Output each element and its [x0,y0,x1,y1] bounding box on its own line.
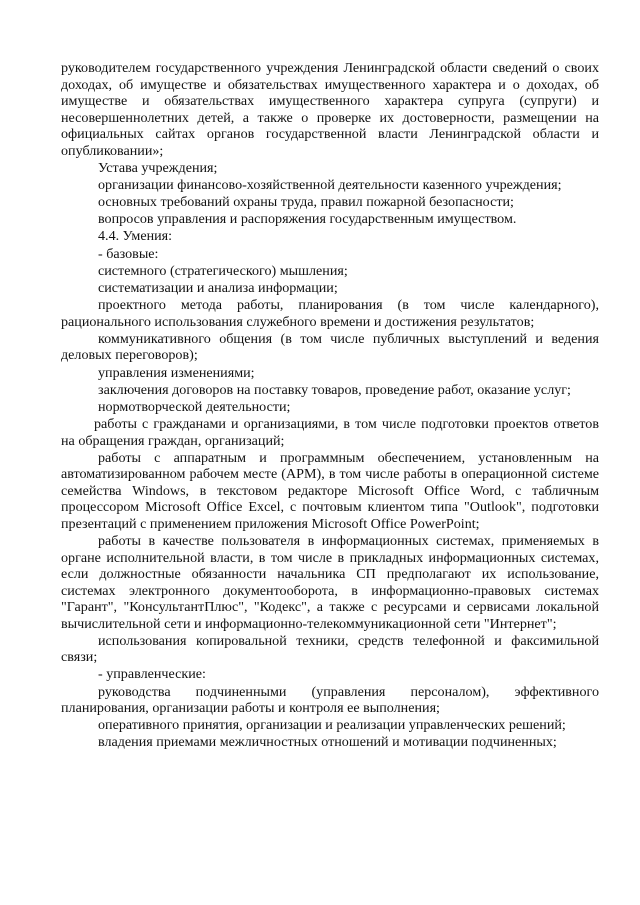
paragraph-3: организации финансово-хозяйственной деятельности казенного учреждения; [98,176,562,193]
paragraph-4: основных требований охраны труда, правил пожарной безопасности; [98,194,514,211]
paragraph-18: использования копировальной техники, средств телефонной и факсимильной связи; [61,632,599,666]
paragraph-15: работы с гражданами и организациями, в том числе подготовки проектов ответов на обращения граждан, организаций; [61,416,599,449]
paragraph-22: владения приемами межличностных отношений и мотивации подчиненных; [98,734,557,751]
paragraph-1: руководителем государственного учреждения Ленинградской области сведений о своих доходах, об имуществе и обязательствах имущественного характера и о доходах, об имуществе и обязательствах имущественного характера супруга (супруги) и несовершеннолетних детей, а также о проверке их достоверности, размещении на официальных сайтах органов государственной власти Ленинградской области и опубликовании»; [61,60,599,159]
subheading-basic: - базовые: [98,245,159,262]
paragraph-17: работы в качестве пользователя в информационных системах, применяемых в органе исполнительной власти, в том числе в прикладных информационных системах, если должностные обязанности начальника СП предполагают их использование, системах электронного документооборота, в информационно-правовых системах "Гарант", "КонсультантПлюс", "Кодекс", а также с ресурсами и сервисами локальной вычислительной сети и информационно-телекоммуникационной сети "Интернет"; [61,533,599,632]
paragraph-8: системного (стратегического) мышления; [98,262,348,279]
paragraph-14: нормотворческой деятельности; [98,398,291,415]
paragraph-12: управления изменениями; [98,364,255,381]
document-body [61,60,599,752]
paragraph-21: оперативного принятия, организации и реализации управленческих решений; [98,717,566,734]
paragraph-5: вопросов управления и распоряжения государственным имуществом. [98,211,517,228]
section-heading-skills: 4.4. Умения: [98,228,173,245]
paragraph-11: коммуникативного общения (в том числе публичных выступлений и ведения деловых переговоров); [61,330,599,364]
paragraph-9: систематизации и анализа информации; [98,280,338,296]
paragraph-10: проектного метода работы, планирования (в том числе календарного), рационального использования служебного времени и достижения результатов; [61,297,599,330]
paragraph-13: заключения договоров на поставку товаров, проведение работ, оказание услуг; [98,381,571,398]
paragraph-16: работы с аппаратным и программным обеспечением, установленным на автоматизированном рабочем месте (АРМ), в том числе работы в операционной системе семейства Windows, в текстовом редакторе Microsoft Office Word, с табличным процессором Microsoft Office Excel, с почтовым клиентом типа "Outlook", подготовки презентаций с применением приложения Microsoft Office PowerPoint; [61,449,599,532]
subheading-managerial: - управленческие: [98,666,206,683]
paragraph-2: Устава учреждения; [98,159,218,176]
paragraph-20: руководства подчиненными (управления персоналом), эффективного планирования, организации работы и контроля ее выполнения; [61,683,599,717]
